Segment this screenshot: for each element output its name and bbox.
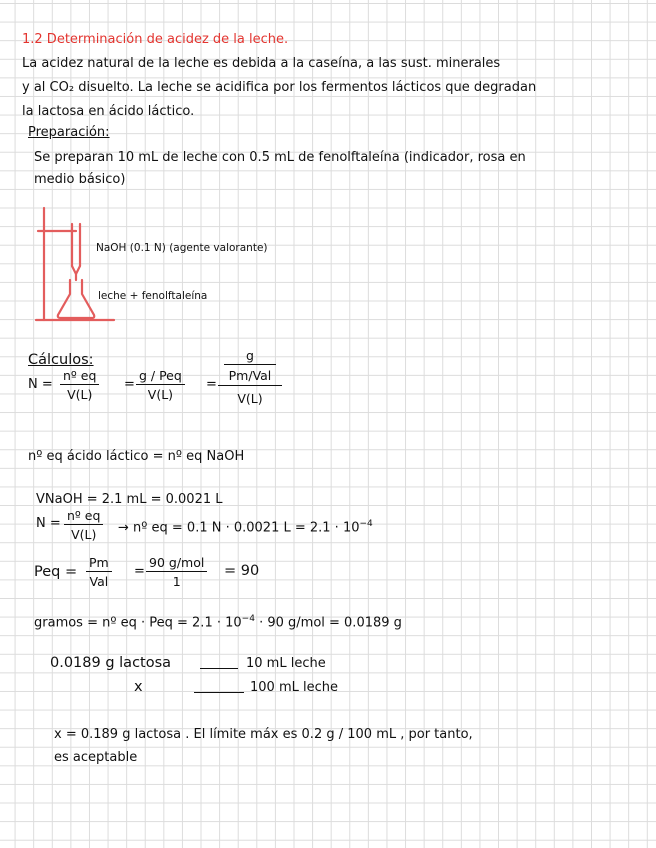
proportion-r1-right: 10 mL leche — [246, 656, 326, 671]
intro-line-1: La acidez natural de la leche es debida a la caseína, a las sust. minerales — [22, 56, 501, 71]
proportion-r1-dash — [200, 668, 238, 669]
peq-f2-num: 90 g/mol — [146, 555, 207, 572]
peq-fraction-2 — [146, 555, 207, 589]
flask-label: leche + fenolftaleína — [98, 290, 208, 302]
prep-line-2: medio básico) — [34, 172, 126, 187]
gramos-exp: −4 — [241, 614, 255, 624]
n-calc-rhs — [118, 516, 373, 536]
normality-f3-den: V(L) — [237, 391, 263, 406]
normality-eq-1: = — [124, 377, 135, 392]
n-calc-den: V(L) — [71, 527, 97, 542]
gramos-text: gramos = nº eq · Peq = 2.1 · 10 — [34, 615, 242, 631]
normality-fraction-3 — [218, 348, 282, 406]
peq-f1-den: Val — [89, 574, 109, 589]
gramos-rest: · 90 g/mol = 0.0189 g — [259, 615, 402, 631]
proportion-r2-left: x — [134, 679, 143, 695]
intro-line-3: la lactosa en ácido láctico. — [22, 104, 195, 119]
n-calc-fraction — [64, 508, 103, 542]
peq-lhs: Peq = — [34, 564, 78, 580]
normality-f2-num: g / Peq — [136, 368, 185, 385]
naoh-label: NaOH (0.1 N) (agente valorante) — [96, 242, 268, 254]
prep-line-1: Se preparan 10 mL de leche con 0.5 mL de fenolftaleína (indicador, rosa en — [34, 150, 526, 165]
conclusion-line-1: x = 0.189 g lactosa . El límite máx es 0.2 g / 100 mL , por tanto, — [54, 727, 473, 742]
proportion-r2-right: 100 mL leche — [250, 680, 338, 695]
peq-f2-den: 1 — [172, 574, 181, 589]
normality-f1-num: nº eq — [60, 368, 99, 385]
normality-f3-inner-den: Pm/Val — [228, 368, 272, 383]
peq-eq: = — [134, 564, 145, 579]
prep-heading: Preparación: — [28, 125, 110, 140]
n-calc-rhs-text: → nº eq = 0.1 N · 0.0021 L = 2.1 · 10 — [118, 520, 360, 536]
n-calc-num: nº eq — [64, 508, 103, 525]
peq-fraction-1 — [86, 555, 112, 589]
normality-f3-num — [218, 348, 282, 386]
gramos-line — [34, 611, 402, 631]
titration-diagram — [30, 202, 120, 330]
section-title: 1.2 Determinación de acidez de la leche. — [22, 32, 289, 47]
intro-line-2: y al CO₂ disuelto. La leche se acidifica por los fermentos lácticos que degradan — [22, 80, 537, 95]
normality-lhs: N = — [28, 377, 53, 392]
calc-heading: Cálculos: — [28, 352, 94, 368]
conclusion-line-2: es aceptable — [54, 750, 138, 765]
equivalence-line: nº eq ácido láctico = nº eq NaOH — [28, 449, 245, 464]
v-naoh-line: VNaOH = 2.1 mL = 0.0021 L — [36, 492, 223, 507]
normality-f1-den: V(L) — [67, 387, 93, 402]
peq-rhs: = 90 — [224, 563, 260, 579]
proportion-r1-left: 0.0189 g lactosa — [50, 655, 172, 671]
proportion-r2-dash — [194, 692, 244, 693]
normality-f2-den: V(L) — [147, 387, 174, 402]
normality-fraction-2 — [136, 368, 185, 402]
n-calc-exp: −4 — [359, 519, 373, 529]
normality-f3-inner-num: g — [224, 348, 276, 365]
peq-f1-num: Pm — [86, 555, 112, 572]
n-calc-lhs: N = — [36, 516, 61, 531]
normality-fraction-1 — [60, 368, 99, 402]
normality-eq-2: = — [206, 377, 217, 392]
